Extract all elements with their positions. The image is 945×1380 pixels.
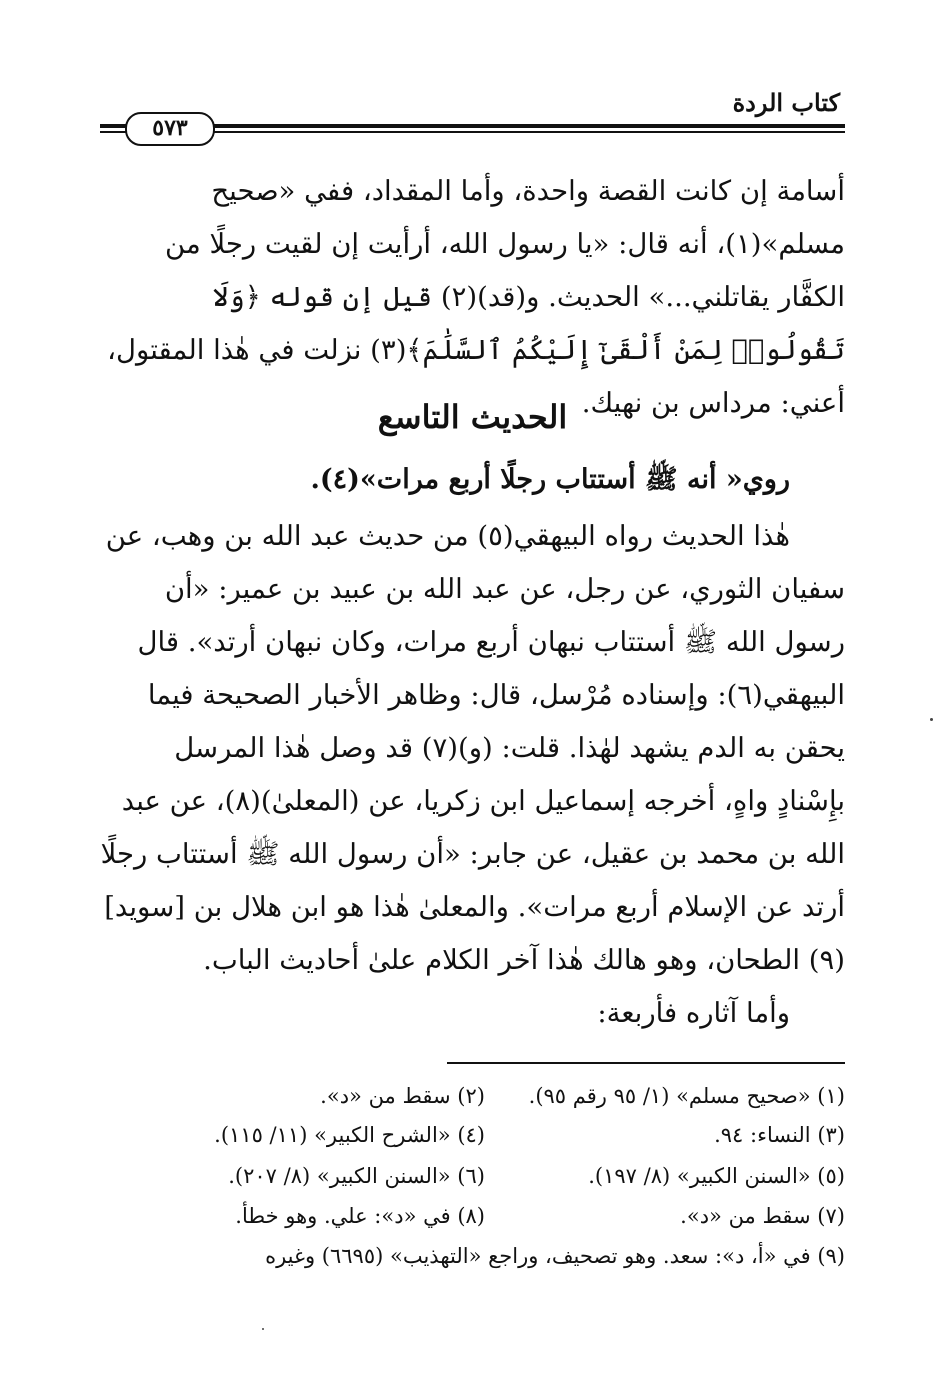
rawi-line: روي« أنه ﷺ أستتاب رجلًا أربع مرات»(٤). [310,464,790,495]
footnote-row [100,1196,845,1236]
scan-speck [930,718,933,721]
footnote-3: (٣) النساء: ٩٤. [714,1123,845,1147]
footnote-8: (٨) في «د»: علي. وهو خطأ. [235,1204,485,1228]
running-title: كتاب الردة [732,88,840,117]
paragraph-1: أسامة إن كانت القصة واحدة، وأما المقداد، ففي «صحيح مسلم»(١)، أنه قال: «يا رسول الله، أرأيت إن لقيت رجلًا من الكفَّار يقاتلني...» الحديث. و(قد)(٢) قيل إن قوله ﴿وَلَا تَقُولُوا۟ لِمَنْ أَلْقَىٰٓ إِلَيْكُمُ ٱلسَّلَٰمَ﴾(٣) نزلت في هٰذا المقتول، أعني: مرداس بن نهيك. [107,175,845,419]
paragraph-2: هٰذا الحديث رواه البيهقي(٥) من حديث عبد الله بن وهب، عن سفيان الثوري، عن رجل، عن عبد الله بن عبيد بن عمير: «أن رسول الله ﷺ أستتاب نبهان أربع مرات، وكان نبهان أرتد». قال البيهقي(٦): وإسناده مُرْسل، قال: وظاهر الأخبار الصحيحة فيما يحقن به الدم يشهد لهٰذا. قلت: (و)(٧) قد وصل هٰذا المرسل بإِسْنادٍ واهٍ، أخرجه إسماعيل ابن زكريا، عن (المعلىٰ)(٨)، عن عبد الله بن محمد بن عقيل، عن جابر: «أن رسول الله ﷺ أستتاب رجلًا أرتد عن الإسلام أربع مرات». والمعلىٰ هٰذا هو ابن هلال بن [سويد](٩) الطحان، وهو هالك هٰذا آخر الكلام علىٰ أحاديث الباب. [100,520,845,976]
section-heading: الحديث التاسع [377,398,568,436]
footnote-9: (٩) في «أ، د»: سعد. وهو تصحيف، وراجع «التهذيب» (٦٦٩٥) وغيره [265,1244,845,1268]
scan-speck [262,1328,264,1330]
paragraph-3: وأما آثاره فأربعة: [597,997,790,1029]
footnote-6: (٦) «السنن الكبير» (٨/ ٢٠٧). [228,1164,485,1188]
footnote-row [100,1236,845,1276]
footnote-4: (٤) «الشرح الكبير» (١١/ ١١٥). [214,1123,485,1147]
footnote-1: (١) «صحيح مسلم» (١/ ٩٥ رقم ٩٥). [528,1084,845,1108]
footnote-row [100,1156,845,1196]
footnote-row [100,1076,845,1116]
footnote-separator [447,1062,845,1064]
page-number: ٥٧٣ [125,112,215,146]
footnote-row [100,1115,845,1155]
footnote-5: (٥) «السنن الكبير» (٨/ ١٩٧). [588,1164,845,1188]
footnote-2: (٢) سقط من «د». [320,1084,485,1108]
footnote-7: (٧) سقط من «د». [680,1204,845,1228]
